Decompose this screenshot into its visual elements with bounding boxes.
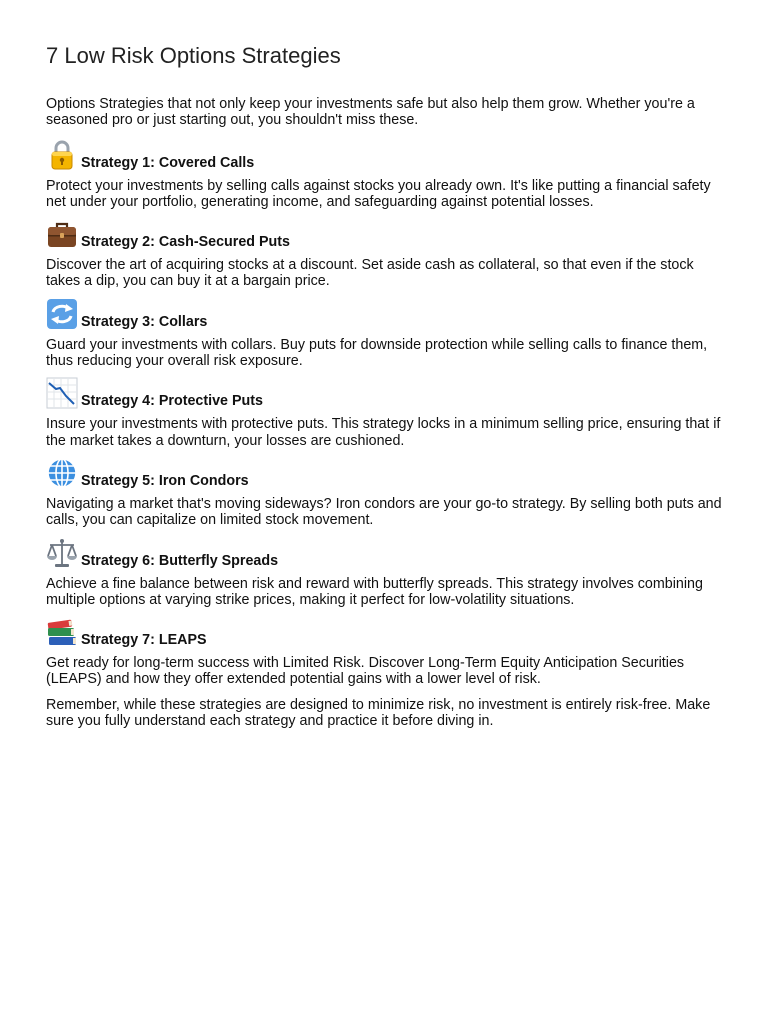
lock-icon (46, 139, 78, 171)
strategy-3-title: Strategy 3: Collars (81, 313, 208, 330)
strategy-6-heading (46, 537, 722, 569)
balance-scale-icon (46, 537, 78, 569)
strategy-3-heading (46, 298, 722, 330)
strategy-4-heading (46, 377, 722, 409)
globe-icon (46, 457, 78, 489)
strategy-5-text: Navigating a market that's moving sideways? Iron condors are your go-to strategy. By selling both puts and calls, you can capitalize on limited stock movement. (46, 495, 722, 529)
closing-paragraph: Remember, while these strategies are designed to minimize risk, no investment is entirely risk-free. Make sure you fully understand each strategy and practice it before diving in. (46, 696, 711, 730)
chart-decreasing-icon (46, 377, 78, 409)
strategy-6-title: Strategy 6: Butterfly Spreads (81, 552, 279, 569)
strategy-3-text: Guard your investments with collars. Buy puts for downside protection while selling calls to finance them, thus reducing your overall risk exposure. (46, 336, 708, 370)
strategy-2-title: Strategy 2: Cash-Secured Puts (81, 234, 290, 251)
strategy-1-heading (46, 139, 722, 171)
strategy-7-text: Get ready for long-term success with Limited Risk. Discover Long-Term Equity Anticipation Securities (LEAPS) and how they offer extended potential gains with a lower level of risk. (46, 655, 685, 688)
books-icon (46, 616, 78, 648)
strategy-1-text: Protect your investments by selling calls against stocks you already own. It's like putting a financial safety net under your portfolio, generating income, and safeguarding against potential losses. (46, 177, 711, 210)
intro-paragraph: Options Strategies that not only keep your investments safe but also help them grow. Whether you're a seasoned pro or just starting out, you shouldn't miss these. (46, 96, 695, 129)
strategy-2-text: Discover the art of acquiring stocks at a discount. Set aside cash as collateral, so that even if the stock takes a dip, you can buy it at a bargain price. (46, 257, 694, 290)
strategy-5-heading (46, 457, 722, 489)
page-title: 7 Low Risk Options Strategies (46, 43, 341, 68)
strategy-7-title: Strategy 7: LEAPS (81, 632, 207, 649)
briefcase-icon (46, 218, 78, 250)
strategy-5-title: Strategy 5: Iron Condors (81, 472, 249, 489)
strategy-6-text: Achieve a fine balance between risk and reward with butterfly spreads. This strategy involves combining multiple options at varying strike prices, making it perfect for low-volatility situations. (46, 575, 703, 608)
strategy-2-heading (46, 218, 722, 250)
arrows-cycle-icon (46, 298, 78, 330)
strategy-4-text: Insure your investments with protective puts. This strategy locks in a minimum selling price, ensuring that if the market takes a downturn, your losses are cushioned. (46, 416, 721, 449)
strategy-1-title: Strategy 1: Covered Calls (81, 154, 255, 171)
strategy-7-heading (46, 616, 722, 648)
strategy-4-title: Strategy 4: Protective Puts (81, 393, 263, 410)
